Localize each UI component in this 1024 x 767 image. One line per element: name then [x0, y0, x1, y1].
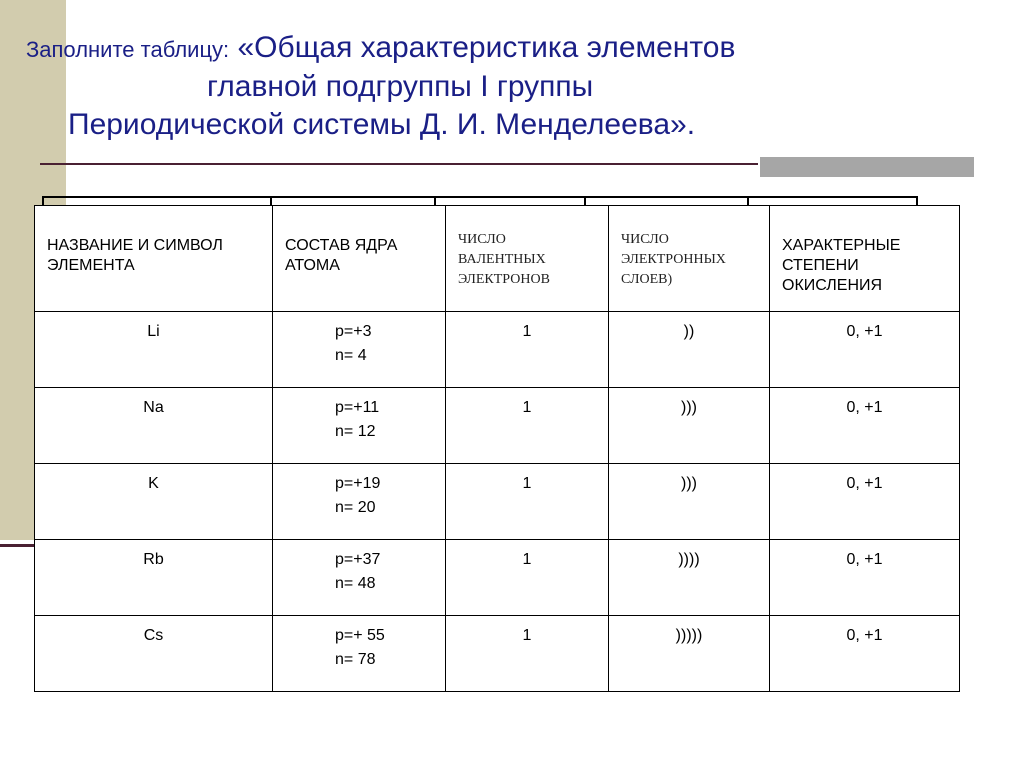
cell-oxidation: 0, +1 — [770, 388, 960, 464]
title-lead: Заполните таблицу: — [26, 37, 230, 62]
cell-element: K — [35, 464, 273, 540]
title-line-3: Периодической системы Д. И. Менделеева». — [68, 108, 696, 141]
cell-layers: ))) — [609, 464, 770, 540]
table-row — [35, 540, 960, 616]
cell-oxidation: 0, +1 — [770, 464, 960, 540]
cell-valence: 1 — [446, 388, 609, 464]
cell-layers: )))) — [609, 540, 770, 616]
header-oxidation-states: ХАРАКТЕРНЫЕ СТЕПЕНИ ОКИСЛЕНИЯ — [770, 206, 960, 312]
cell-valence: 1 — [446, 312, 609, 388]
neutron-count: n= 48 — [335, 575, 376, 592]
header-electron-layers: ЧИСЛО ЭЛЕКТРОННЫХ СЛОЕВ) — [609, 206, 770, 312]
neutron-count: n= 4 — [335, 347, 367, 364]
proton-count: p=+3 — [335, 323, 372, 340]
cell-valence: 1 — [446, 464, 609, 540]
table-row — [35, 312, 960, 388]
table-row — [35, 388, 960, 464]
table-row — [35, 616, 960, 692]
table-row — [35, 464, 960, 540]
title-line-1: «Общая характеристика элементов — [237, 31, 736, 64]
cell-layers: ))))) — [609, 616, 770, 692]
cell-oxidation: 0, +1 — [770, 312, 960, 388]
cell-composition — [273, 540, 446, 616]
cell-oxidation: 0, +1 — [770, 616, 960, 692]
header-nucleus-composition: СОСТАВ ЯДРА АТОМА — [273, 206, 446, 312]
table-header-row — [35, 206, 960, 312]
lower-divider — [0, 544, 36, 547]
elements-table — [34, 205, 960, 692]
neutron-count: n= 78 — [335, 651, 376, 668]
header-element-name: НАЗВАНИЕ И СИМВОЛ ЭЛЕМЕНТА — [35, 206, 273, 312]
neutron-count: n= 12 — [335, 423, 376, 440]
cell-oxidation: 0, +1 — [770, 540, 960, 616]
proton-count: p=+37 — [335, 551, 381, 568]
cell-element: Li — [35, 312, 273, 388]
proton-count: p=+19 — [335, 475, 381, 492]
cell-element: Cs — [35, 616, 273, 692]
slide-title — [0, 0, 1024, 160]
cell-composition — [273, 616, 446, 692]
title-divider-accent — [760, 157, 974, 177]
title-line-2: главной подгруппы I группы — [207, 70, 594, 103]
cell-element: Rb — [35, 540, 273, 616]
proton-count: p=+ 55 — [335, 627, 385, 644]
cell-composition — [273, 312, 446, 388]
proton-count: p=+11 — [335, 399, 380, 416]
neutron-count: n= 20 — [335, 499, 376, 516]
cell-element: Na — [35, 388, 273, 464]
title-divider — [40, 163, 758, 165]
cell-composition — [273, 388, 446, 464]
cell-valence: 1 — [446, 540, 609, 616]
cell-layers: ))) — [609, 388, 770, 464]
cell-layers: )) — [609, 312, 770, 388]
cell-valence: 1 — [446, 616, 609, 692]
header-valence-electrons: ЧИСЛО ВАЛЕНТНЫХ ЭЛЕКТРОНОВ — [446, 206, 609, 312]
cell-composition — [273, 464, 446, 540]
